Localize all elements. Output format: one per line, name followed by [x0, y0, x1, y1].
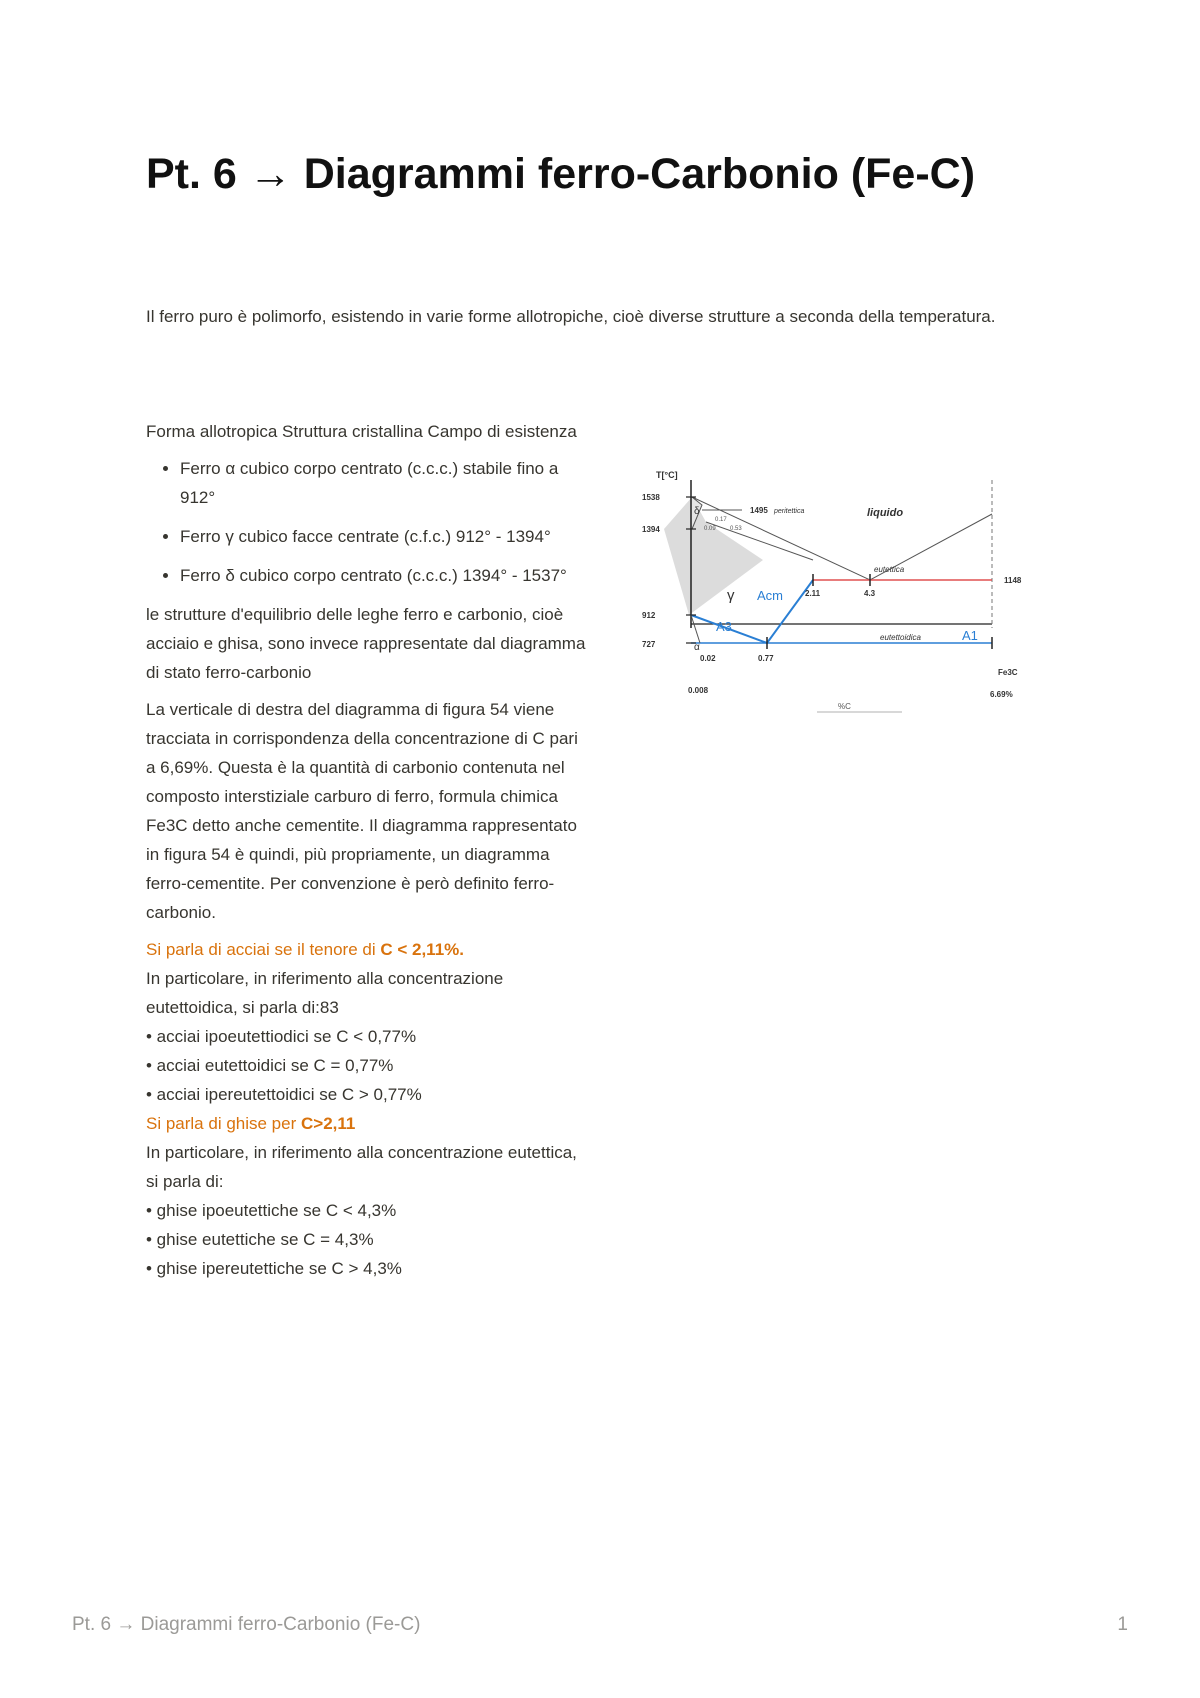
x-axis-label: %C — [838, 702, 851, 711]
cast-item: • ghise eutettiche se C = 4,3% — [146, 1230, 374, 1249]
acm-label: Acm — [757, 588, 783, 603]
peritectic-label: peritettica — [774, 508, 805, 515]
temp-912: 912 — [642, 611, 656, 620]
delta-label: δ — [694, 506, 700, 517]
x-tick-4-3: 4.3 — [864, 589, 876, 598]
a1-label: A1 — [962, 628, 978, 643]
liquid-label: liquido — [867, 507, 904, 519]
steel-heading-bold: C < 2,11%. — [380, 940, 464, 959]
steel-item: • acciai ipoeutettiodici se C < 0,77% — [146, 1027, 417, 1046]
table-header: Forma allotropica Struttura cristallina Campo di esistenza — [146, 422, 577, 441]
cast-heading-bold: C>2,11 — [300, 1114, 356, 1133]
cast-item: • ghise ipoeutettiche se C < 4,3% — [146, 1201, 397, 1220]
steel-heading-text: Si parla di acciai se il tenore di — [146, 940, 381, 959]
x-tick-0-09: 0.09 — [704, 526, 716, 532]
list-item: • Ferro γ cubico facce centrate (c.f.c.) 912° - 1394° — [180, 522, 586, 551]
cast-heading — [146, 1109, 586, 1138]
temp-1538: 1538 — [642, 493, 660, 502]
footer-title: Pt. 6 → Diagrammi ferro-Carbonio (Fe-C) — [72, 1614, 421, 1635]
page-title: Pt. 6 → Diagrammi ferro-Carbonio (Fe-C) — [146, 150, 976, 198]
paragraph-equilibrium: le strutture d'equilibrio delle leghe ferro e carbonio, cioè acciaio e ghisa, sono invece rappresentate dal diagramma di stato ferro-carbonio — [146, 605, 586, 682]
eutectoid-label: eutettoidica — [880, 633, 921, 642]
a3-label: A3 — [716, 619, 732, 634]
list-item: • Ferro α cubico corpo centrato (c.c.c.) stabile fino a 912° — [180, 454, 586, 512]
x-tick-0-77: 0.77 — [758, 654, 774, 663]
x-tick-6-69: 6.69% — [990, 690, 1013, 699]
x-tick-0-02: 0.02 — [700, 654, 716, 663]
temp-727: 727 — [642, 640, 656, 649]
temp-1148: 1148 — [1004, 576, 1022, 585]
alpha-label: α — [694, 642, 700, 653]
gamma-region — [664, 497, 763, 615]
temp-1394: 1394 — [642, 525, 660, 534]
x-tick-0-53: 0.53 — [730, 526, 742, 532]
paragraph-vertical: La verticale di destra del diagramma di figura 54 viene tracciata in corrispondenza della concentrazione di C pari a 6,69%. Questa è la quantità di carbonio contenuta nel composto interstiziale carburo di ferro, formula chimica Fe3C detto anche cementite. Il diagramma rappresentato in figura 54 è quindi, più propriamente, un diagramma ferro-cementite. Per convenzione è però definito ferro-carbonio. — [146, 700, 578, 922]
temp-1495: 1495 — [750, 506, 768, 515]
iron-carbon-diagram — [612, 450, 1052, 732]
steel-item: • acciai ipereutettoidici se C > 0,77% — [146, 1085, 422, 1104]
left-column — [146, 417, 586, 1283]
cast-item: • ghise ipereutettiche se C > 4,3% — [146, 1259, 402, 1278]
fe3c-label: Fe3C — [998, 668, 1018, 677]
y-axis-label: T[°C] — [656, 470, 678, 480]
x-tick-0-17: 0.17 — [715, 517, 727, 523]
list-item: • Ferro δ cubico corpo centrato (c.c.c.) 1394° - 1537° — [180, 561, 586, 590]
intro-paragraph: Il ferro puro è polimorfo, esistendo in varie forme allotropiche, cioè diverse strutture a seconda della temperatura. — [146, 307, 996, 326]
gamma-label: γ — [727, 587, 735, 604]
steel-intro: In particolare, in riferimento alla concentrazione eutettoidica, si parla di:83 — [146, 969, 504, 1017]
cast-heading-text: Si parla di ghise per — [146, 1114, 301, 1133]
page-number: 1 — [1117, 1614, 1128, 1635]
cast-intro: In particolare, in riferimento alla concentrazione eutettica, si parla di: — [146, 1143, 577, 1191]
steel-item: • acciai eutettoidici se C = 0,77% — [146, 1056, 394, 1075]
x-tick-2-11: 2.11 — [805, 589, 821, 598]
eutectic-label: eutettica — [874, 565, 905, 574]
allotropic-forms-list — [146, 454, 586, 590]
steel-heading — [146, 935, 586, 964]
x-tick-0-008: 0.008 — [688, 686, 709, 695]
alpha-boundary — [691, 615, 700, 643]
